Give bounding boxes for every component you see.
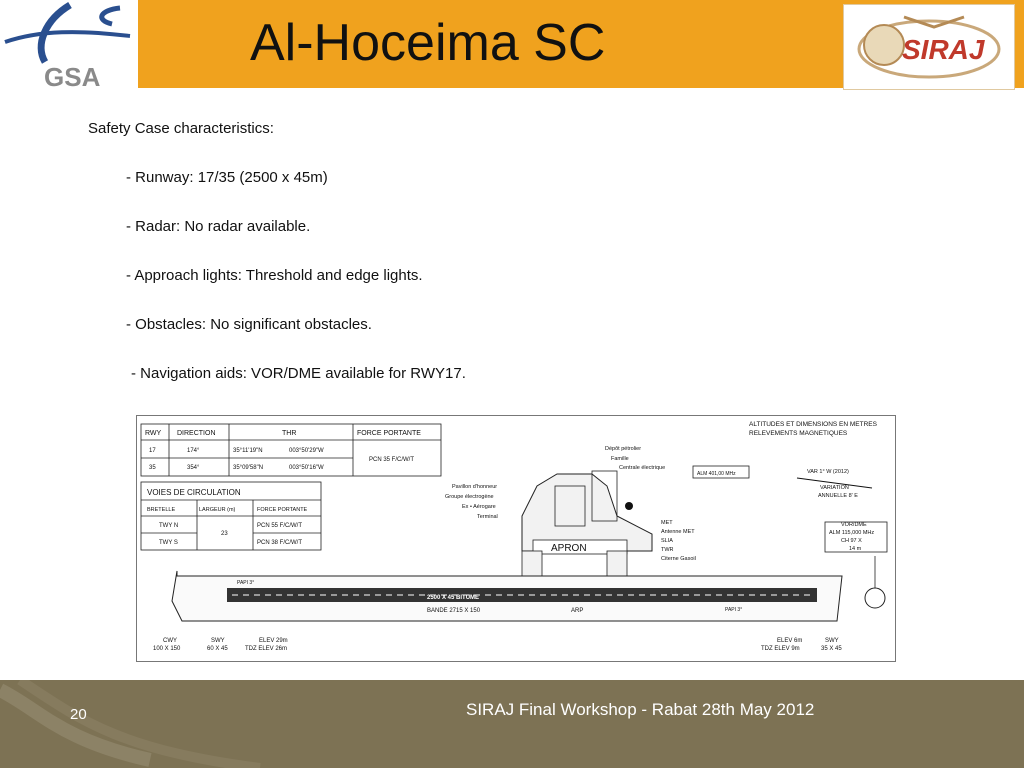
rwy-header-force: FORCE PORTANTE xyxy=(357,430,421,437)
papi-right: PAPI 3° xyxy=(725,607,743,613)
taxiway-north xyxy=(522,551,542,576)
arp-label: ARP xyxy=(571,608,584,614)
taxi-header-force: FORCE PORTANTE xyxy=(257,507,308,513)
vor-line3: CH 97 X xyxy=(841,538,862,544)
rwy-35: 35 xyxy=(149,465,156,471)
rwy-header-thr: THR xyxy=(282,430,297,437)
notes-line1: ALTITUDES ET DIMENSIONS EN METRES xyxy=(749,421,877,428)
taxi-width: 23 xyxy=(221,531,228,537)
swy-left-line2: 60 X 45 xyxy=(207,646,228,652)
swy-right-line1: SWY xyxy=(825,638,839,644)
bullet-navigation-aids: - Navigation aids: VOR/DME available for RWY17. xyxy=(131,365,466,382)
rwy-17-lat: 35°11'19"N xyxy=(233,448,263,454)
siraj-logo-graphic xyxy=(844,5,1014,89)
footer-decoration xyxy=(0,680,300,768)
cwy-line1: CWY xyxy=(163,638,177,644)
taxi-twy-s: TWY S xyxy=(159,540,178,546)
elev-right-line2: TDZ ELEV 9m xyxy=(761,646,800,652)
strip-label: BANDE 2715 X 150 xyxy=(427,608,481,614)
gsa-logo xyxy=(0,0,138,92)
facility-left-3: Ex • Aérogare xyxy=(462,504,496,510)
taxi-twy-n: TWY N xyxy=(159,523,179,529)
bullet-radar: - Radar: No radar available. xyxy=(126,218,311,235)
rwy-35-direction: 354° xyxy=(187,465,200,471)
taxiway-south xyxy=(607,551,627,576)
facility-left-2: Groupe électrogène xyxy=(445,494,494,500)
apron-area xyxy=(522,474,652,551)
footer-bar xyxy=(0,680,1024,768)
elev-right-line1: ELEV 6m xyxy=(777,638,803,644)
var-line3: ANNUELLE 8' E xyxy=(818,493,858,499)
facility-top-3: Centrale électrique xyxy=(619,465,666,471)
swy-right-line2: 35 X 45 xyxy=(821,646,842,652)
twr-icon xyxy=(625,502,633,510)
aerodrome-chart-drawing xyxy=(137,416,895,661)
var-line2: VARIATION xyxy=(820,485,849,491)
facility-right-2: Antenne MET xyxy=(661,529,695,535)
taxi-twy-n-pcn: PCN 55 F/C/W/T xyxy=(257,523,303,529)
vor-line4: 14 m xyxy=(849,546,862,552)
vor-line1: VOR/DME xyxy=(841,522,867,528)
elev-left-line1: ELEV 29m xyxy=(259,638,288,644)
rwy-pcn: PCN 35 F/C/W/T xyxy=(369,457,415,463)
facility-top-1: Dépôt pétrolier xyxy=(605,446,642,452)
taxi-header-largeur: LARGEUR (m) xyxy=(199,507,236,513)
facility-left-4: Terminal xyxy=(477,514,498,520)
vor-line2: ALM 115,000 MHz xyxy=(829,530,875,536)
siraj-logo xyxy=(843,4,1015,90)
rwy-17: 17 xyxy=(149,448,156,454)
rwy-35-lon: 003°50'16"W xyxy=(289,465,324,471)
siraj-logo-text: SIRAJ xyxy=(902,34,985,65)
facility-right-4: TWR xyxy=(661,547,674,553)
apron-label: APRON xyxy=(551,543,587,554)
vor-icon xyxy=(865,588,885,608)
aerodrome-chart xyxy=(136,415,896,662)
facility-left-1: Pavillon d'honneur xyxy=(452,484,498,490)
facility-right-3: SLIA xyxy=(661,538,673,544)
rwy-17-direction: 174° xyxy=(187,448,200,454)
papi-left: PAPI 3° xyxy=(237,580,255,586)
var-line1: VAR 1° W (2012) xyxy=(807,469,849,475)
section-heading: Safety Case characteristics: xyxy=(88,120,274,137)
bullet-approach-lights: - Approach lights: Threshold and edge lights. xyxy=(126,267,423,284)
rwy-header-direction: DIRECTION xyxy=(177,430,216,437)
slide-title: Al-Hoceima SC xyxy=(250,14,606,72)
gsa-logo-graphic xyxy=(0,0,138,92)
gsa-logo-text: GSA xyxy=(44,62,101,92)
footer-text: SIRAJ Final Workshop - Rabat 28th May 2012 xyxy=(466,700,815,719)
taxi-header-bretelle: BRETELLE xyxy=(147,507,176,513)
facility-right-5: Citerne Gasoil xyxy=(661,556,696,562)
taxi-twy-s-pcn: PCN 38 F/C/W/T xyxy=(257,540,303,546)
cwy-line2: 100 X 150 xyxy=(153,646,181,652)
page-number: 20 xyxy=(70,706,87,723)
facility-right-1: MET xyxy=(661,520,673,526)
elev-left-line2: TDZ ELEV 26m xyxy=(245,646,288,652)
notes-line2: RELEVEMENTS MAGNETIQUES xyxy=(749,430,848,437)
swy-left-line1: SWY xyxy=(211,638,225,644)
taxiway-title: VOIES DE CIRCULATION xyxy=(147,488,241,497)
rwy-35-lat: 35°09'58"N xyxy=(233,465,264,471)
runway-label: 2500 X 45 BITUME xyxy=(427,595,480,601)
bullet-runway: - Runway: 17/35 (2500 x 45m) xyxy=(126,169,328,186)
rwy-17-lon: 003°50'29"W xyxy=(289,448,324,454)
bullet-obstacles: - Obstacles: No significant obstacles. xyxy=(126,316,372,333)
rwy-header-rwy: RWY xyxy=(145,430,162,437)
facility-top-2: Famille xyxy=(611,456,629,462)
alm-box-text: ALM 401,00 MHz xyxy=(697,471,736,477)
